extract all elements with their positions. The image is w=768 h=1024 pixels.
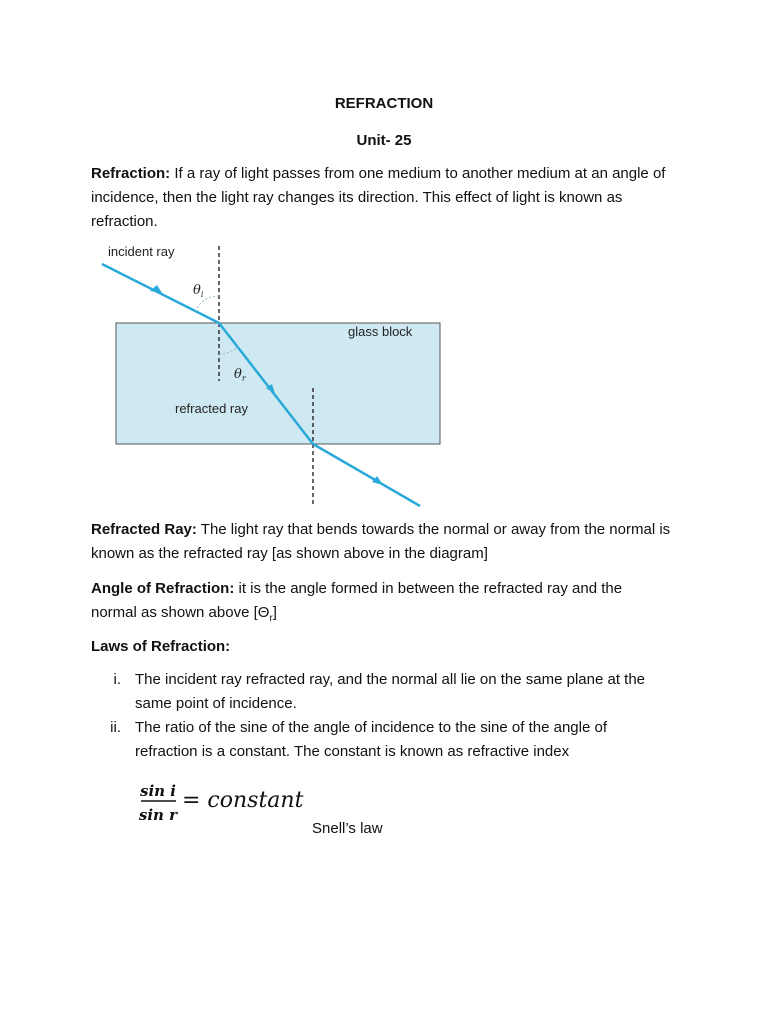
- angle-close: ]: [272, 604, 277, 621]
- refraction-term: Refraction:: [91, 165, 171, 182]
- formula-denominator: sin r: [138, 806, 178, 824]
- angle-of-refraction-definition: [91, 577, 671, 631]
- page-title: REFRACTION: [334, 95, 434, 112]
- law-text: The incident ray refracted ray, and the normal all lie on the same plane at the same point of incidence.: [135, 671, 646, 712]
- law-number: ii.: [110, 719, 121, 736]
- theta-r-symbol: θ: [234, 367, 242, 382]
- angle-text: it is the angle formed in between the refracted ray and the normal as shown above [Θ: [91, 580, 623, 621]
- incident-ray-label: incident ray: [108, 244, 175, 259]
- emergent-ray: [313, 444, 420, 506]
- theta-r-sub: r: [241, 374, 246, 383]
- laws-heading: Laws of Refraction:: [91, 638, 231, 655]
- law-text: The ratio of the sine of the angle of incidence to the sine of the angle of refraction is a constant. The constant is known as refractive index: [135, 719, 607, 760]
- refraction-definition: [91, 162, 671, 234]
- unit-heading: Unit- 25: [356, 132, 412, 149]
- formula-rhs: = constant: [182, 788, 304, 813]
- refracted-ray-label: refracted ray: [175, 401, 248, 416]
- refracted-ray-definition: [91, 518, 671, 566]
- glass-block: [116, 323, 440, 444]
- law-number: i.: [113, 671, 121, 688]
- refracted-ray-text: The light ray that bends towards the normal or away from the normal is known as the refracted ray [as shown above in the diagram]: [91, 521, 671, 562]
- glass-block-label: glass block: [348, 324, 413, 339]
- theta-i-sub: i: [200, 290, 204, 299]
- refracted-ray-term: Refracted Ray:: [91, 521, 197, 538]
- incidence-angle-arc: [195, 296, 219, 311]
- angle-sub: r: [269, 613, 273, 624]
- refraction-diagram: [100, 236, 450, 511]
- theta-i-label: [193, 283, 204, 299]
- snells-law-formula: [138, 775, 313, 830]
- angle-term: Angle of Refraction:: [91, 580, 235, 597]
- emergent-arrow: [372, 476, 383, 485]
- snells-law-label: Snell’s law: [312, 820, 383, 837]
- theta-i-symbol: θ: [193, 283, 201, 298]
- refraction-text: If a ray of light passes from one medium to another medium at an angle of incidence, then the light ray changes its direction. This effect of light is known as refraction.: [91, 165, 666, 230]
- formula-numerator: sin i: [140, 782, 176, 800]
